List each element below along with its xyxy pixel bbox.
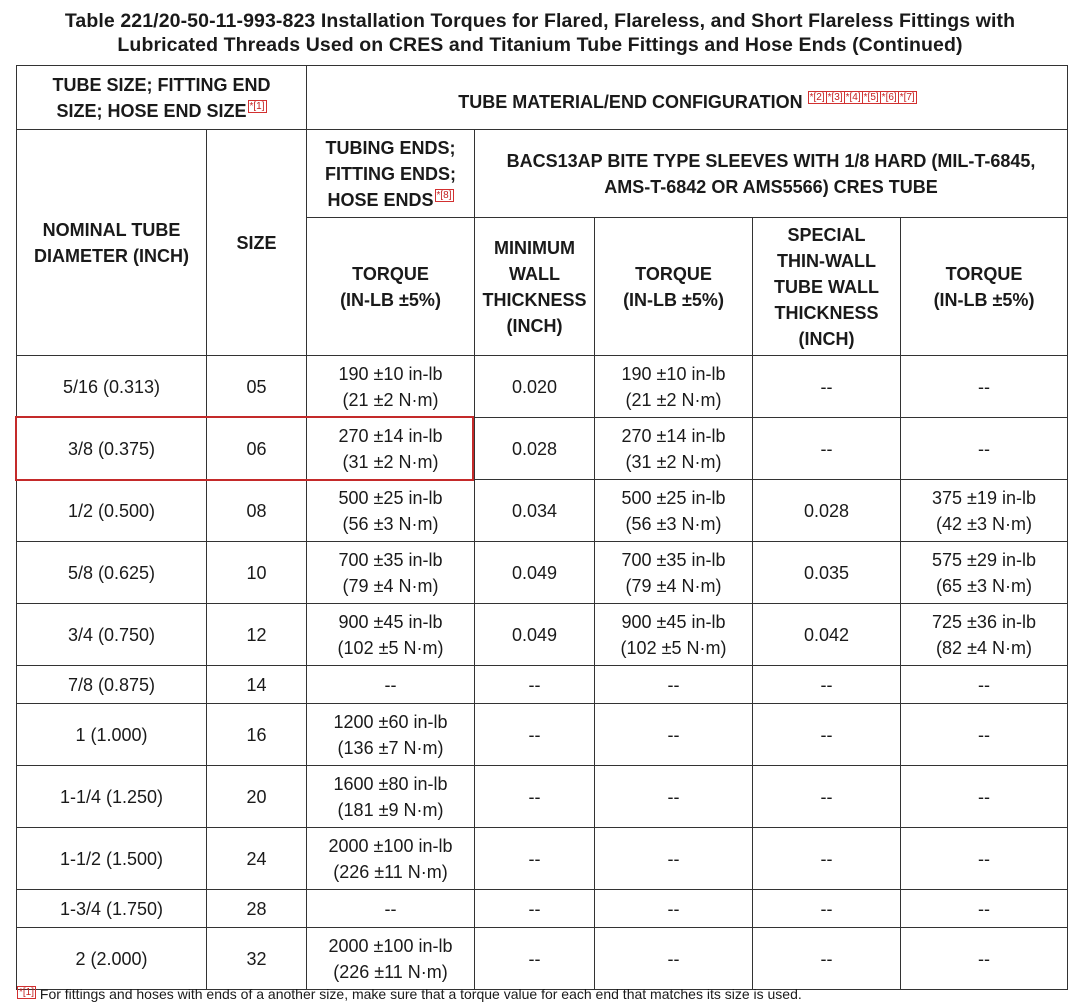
torque-ends-cell (307, 542, 475, 604)
table-row (17, 890, 1068, 928)
torque-standard-cell (595, 890, 753, 928)
thin-wall-header-line-5: (INCH) (798, 328, 855, 349)
table-body (17, 356, 1068, 990)
torque-ends-cell-line: (31 ±2 N·m) (342, 451, 439, 472)
table-row (17, 418, 1068, 480)
min-wall-cell: 0.028 (475, 418, 595, 480)
torque-standard-cell-line: 270 ±14 in-lb (621, 425, 726, 446)
torque-header-thin-line-2: (IN-LB ±5%) (933, 289, 1035, 310)
torque-standard-cell-line: 190 ±10 in-lb (621, 363, 726, 384)
thin-wall-cell: -- (753, 418, 901, 480)
torque-ends-cell (307, 704, 475, 766)
torque-thin-wall-cell-line: -- (978, 376, 990, 397)
torque-standard-cell-line: 700 ±35 in-lb (621, 549, 726, 570)
torque-ends-cell-line: (56 ±3 N·m) (342, 513, 439, 534)
torque-thin-wall-cell-line: -- (978, 948, 990, 969)
torque-standard-cell-line: -- (667, 848, 680, 869)
min-wall-cell: -- (475, 666, 595, 704)
header-row-1 (17, 66, 1068, 130)
torque-ends-cell-line: (226 ±11 N·m) (333, 861, 448, 882)
table-row (17, 704, 1068, 766)
torque-standard-cell-line: (31 ±2 N·m) (625, 451, 722, 472)
torque-header-standard (595, 218, 753, 356)
torque-thin-wall-cell-line: 725 ±36 in-lb (932, 611, 1036, 632)
nominal-diameter-cell: 2 (2.000) (17, 928, 207, 990)
footnote-ref-6[interactable]: *[6] (881, 91, 897, 103)
torque-thin-wall-cell-line: 375 ±19 in-lb (932, 487, 1036, 508)
torque-standard-cell (595, 418, 753, 480)
torque-ends-cell-line: (102 ±5 N·m) (337, 637, 444, 658)
thin-wall-header-line-2: THIN-WALL (777, 250, 876, 271)
size-cell: 10 (207, 542, 307, 604)
torque-thin-wall-cell-line: -- (978, 674, 990, 695)
torque-thin-wall-cell (901, 928, 1068, 990)
torque-ends-cell-line: 900 ±45 in-lb (338, 611, 443, 632)
torque-ends-cell (307, 766, 475, 828)
torque-standard-cell-line: 900 ±45 in-lb (621, 611, 726, 632)
size-cell: 20 (207, 766, 307, 828)
size-cell: 12 (207, 604, 307, 666)
torque-ends-cell-line: (79 ±4 N·m) (342, 575, 439, 596)
torque-thin-wall-cell-line: (65 ±3 N·m) (936, 575, 1032, 596)
size-cell: 28 (207, 890, 307, 928)
footnote-ref-7[interactable]: *[7] (899, 91, 915, 103)
torque-standard-cell (595, 604, 753, 666)
torque-thin-wall-cell-line: -- (978, 848, 990, 869)
thin-wall-header-line-3: TUBE WALL (774, 276, 879, 297)
torque-thin-wall-cell-line: 575 ±29 in-lb (932, 549, 1036, 570)
min-wall-cell: -- (475, 704, 595, 766)
thin-wall-cell: -- (753, 828, 901, 890)
size-cell: 08 (207, 480, 307, 542)
size-cell: 14 (207, 666, 307, 704)
table-row (17, 480, 1068, 542)
torque-table (16, 65, 1068, 990)
min-wall-cell: -- (475, 928, 595, 990)
size-cell: 05 (207, 356, 307, 418)
torque-standard-cell-line: -- (667, 948, 680, 969)
torque-ends-cell (307, 604, 475, 666)
thin-wall-cell: -- (753, 766, 901, 828)
size-cell: 16 (207, 704, 307, 766)
torque-header-ends-line-1: TORQUE (352, 263, 429, 284)
thin-wall-cell: 0.042 (753, 604, 901, 666)
torque-standard-cell-line: 500 ±25 in-lb (621, 487, 726, 508)
torque-ends-cell (307, 666, 475, 704)
thin-wall-cell: -- (753, 890, 901, 928)
nominal-diameter-cell: 1/2 (0.500) (17, 480, 207, 542)
end-types-header-line-3: HOSE ENDS (327, 189, 434, 210)
torque-thin-wall-cell (901, 666, 1068, 704)
tube-size-header-line-2: SIZE; HOSE END SIZE (56, 100, 247, 121)
size-header: SIZE (207, 130, 307, 356)
footnote-ref-3[interactable]: *[3] (827, 91, 843, 103)
nominal-diameter-header-line-2: DIAMETER (INCH) (34, 245, 189, 266)
table-title (0, 9, 1080, 57)
footnote-ref-4[interactable]: *[4] (845, 91, 861, 103)
min-wall-header-line-2: WALL (509, 263, 560, 284)
torque-thin-wall-cell-line: -- (978, 724, 990, 745)
min-wall-header-line-4: (INCH) (506, 315, 563, 336)
torque-thin-wall-cell (901, 766, 1068, 828)
torque-thin-wall-cell (901, 828, 1068, 890)
torque-thin-wall-cell (901, 890, 1068, 928)
end-types-header-line-2: FITTING ENDS; (325, 163, 456, 184)
footnote (16, 986, 802, 1002)
tube-material-header (307, 66, 1068, 130)
torque-standard-cell (595, 928, 753, 990)
torque-ends-cell-line: -- (384, 674, 397, 695)
footnote-marker[interactable]: *[1] (19, 987, 35, 998)
torque-header-ends-line-2: (IN-LB ±5%) (340, 289, 441, 310)
torque-thin-wall-cell (901, 356, 1068, 418)
torque-ends-cell-line: -- (384, 898, 397, 919)
nominal-diameter-cell: 1-1/4 (1.250) (17, 766, 207, 828)
thin-wall-cell: -- (753, 928, 901, 990)
bacs-sleeve-header-line-2: AMS-T-6842 OR AMS5566) CRES TUBE (604, 176, 938, 197)
nominal-diameter-cell: 5/16 (0.313) (17, 356, 207, 418)
torque-standard-cell (595, 666, 753, 704)
footnote-ref-2[interactable]: *[2] (809, 91, 825, 103)
torque-header-thin-wall (901, 218, 1068, 356)
size-cell: 24 (207, 828, 307, 890)
torque-ends-cell-line: 270 ±14 in-lb (338, 425, 443, 446)
torque-ends-cell-line: 700 ±35 in-lb (338, 549, 443, 570)
torque-ends-cell-line: 1600 ±80 in-lb (333, 773, 448, 794)
torque-thin-wall-cell (901, 604, 1068, 666)
min-wall-cell: 0.049 (475, 604, 595, 666)
torque-thin-wall-cell (901, 418, 1068, 480)
torque-header-standard-line-2: (IN-LB ±5%) (623, 289, 724, 310)
torque-standard-cell-line: (21 ±2 N·m) (625, 389, 722, 410)
torque-ends-cell-line: (136 ±7 N·m) (337, 737, 444, 758)
torque-standard-cell-line: -- (667, 786, 680, 807)
table-row (17, 766, 1068, 828)
thin-wall-thickness-header (753, 218, 901, 356)
table-row (17, 356, 1068, 418)
torque-standard-cell (595, 828, 753, 890)
torque-header-thin-line-1: TORQUE (945, 263, 1023, 284)
nominal-diameter-cell: 5/8 (0.625) (17, 542, 207, 604)
torque-thin-wall-cell-line: -- (978, 786, 990, 807)
torque-thin-wall-cell (901, 480, 1068, 542)
nominal-diameter-cell: 1 (1.000) (17, 704, 207, 766)
end-types-header (307, 130, 475, 218)
table-title-line-1: Table 221/20-50-11-993-823 Installation Torques for Flared, Flareless, and Short Flareless Fittings with (64, 10, 1016, 32)
min-wall-cell: -- (475, 890, 595, 928)
torque-standard-cell-line: -- (667, 898, 680, 919)
size-cell: 32 (207, 928, 307, 990)
bacs-sleeve-header-line-1: BACS13AP BITE TYPE SLEEVES WITH 1/8 HARD (MIL-T-6845, (506, 150, 1036, 171)
torque-standard-cell (595, 542, 753, 604)
torque-ends-cell (307, 928, 475, 990)
min-wall-cell: 0.034 (475, 480, 595, 542)
torque-ends-cell-line: 500 ±25 in-lb (338, 487, 443, 508)
material-footnote-refs (808, 81, 916, 107)
thin-wall-cell: -- (753, 356, 901, 418)
footnote-ref-5[interactable]: *[5] (863, 91, 879, 103)
size-cell: 06 (207, 418, 307, 480)
torque-thin-wall-cell (901, 704, 1068, 766)
footnote-ref-1[interactable]: *[1] (249, 100, 265, 112)
thin-wall-cell: -- (753, 666, 901, 704)
footnote-ref-8[interactable]: *[8] (436, 189, 452, 201)
end-types-header-line-1: TUBING ENDS; (325, 137, 456, 158)
nominal-diameter-cell: 1-1/2 (1.500) (17, 828, 207, 890)
torque-ends-cell (307, 418, 475, 480)
torque-standard-cell-line: -- (667, 724, 680, 745)
torque-thin-wall-cell-line: -- (978, 898, 990, 919)
torque-standard-cell (595, 480, 753, 542)
torque-ends-cell (307, 890, 475, 928)
table-row (17, 666, 1068, 704)
table-row (17, 542, 1068, 604)
tube-material-header-text: TUBE MATERIAL/END CONFIGURATION (458, 91, 803, 112)
footnote-text: For fittings and hoses with ends of a another size, make sure that a torque value for each end that matches its size is used. (39, 986, 802, 1002)
thin-wall-header-line-1: SPECIAL (787, 224, 866, 245)
table-row (17, 604, 1068, 666)
nominal-diameter-cell: 7/8 (0.875) (17, 666, 207, 704)
torque-ends-cell-line: (21 ±2 N·m) (342, 389, 439, 410)
torque-ends-cell-line: 2000 ±100 in-lb (328, 835, 453, 856)
torque-thin-wall-cell (901, 542, 1068, 604)
torque-ends-cell-line: 2000 ±100 in-lb (328, 935, 453, 956)
min-wall-cell: -- (475, 828, 595, 890)
table-row (17, 928, 1068, 990)
torque-thin-wall-cell-line: -- (978, 438, 990, 459)
torque-ends-cell-line: (226 ±11 N·m) (333, 961, 448, 982)
header-row-2 (17, 130, 1068, 218)
torque-standard-cell-line: (79 ±4 N·m) (625, 575, 722, 596)
table-row (17, 828, 1068, 890)
torque-ends-cell (307, 480, 475, 542)
torque-ends-cell (307, 828, 475, 890)
thin-wall-header-line-4: THICKNESS (774, 302, 879, 323)
torque-ends-cell-line: 190 ±10 in-lb (338, 363, 443, 384)
min-wall-header-line-3: THICKNESS (482, 289, 587, 310)
tube-size-header (17, 66, 307, 130)
torque-thin-wall-cell-line: (82 ±4 N·m) (936, 637, 1032, 658)
thin-wall-cell: 0.035 (753, 542, 901, 604)
torque-standard-cell (595, 704, 753, 766)
nominal-diameter-cell: 3/8 (0.375) (17, 418, 207, 480)
tube-size-header-line-1: TUBE SIZE; FITTING END (52, 74, 271, 95)
torque-header-ends (307, 218, 475, 356)
torque-standard-cell (595, 766, 753, 828)
torque-standard-cell-line: (56 ±3 N·m) (625, 513, 722, 534)
min-wall-cell: -- (475, 766, 595, 828)
bacs-sleeve-header (475, 130, 1068, 218)
thin-wall-cell: -- (753, 704, 901, 766)
torque-ends-cell-line: (181 ±9 N·m) (337, 799, 444, 820)
torque-thin-wall-cell-line: (42 ±3 N·m) (936, 513, 1032, 534)
min-wall-header-line-1: MINIMUM (494, 237, 575, 258)
nominal-diameter-header-line-1: NOMINAL TUBE (42, 219, 181, 240)
thin-wall-cell: 0.028 (753, 480, 901, 542)
torque-standard-cell (595, 356, 753, 418)
torque-ends-cell (307, 356, 475, 418)
nominal-diameter-cell: 3/4 (0.750) (17, 604, 207, 666)
torque-ends-cell-line: 1200 ±60 in-lb (333, 711, 448, 732)
min-wall-thickness-header (475, 218, 595, 356)
torque-standard-cell-line: (102 ±5 N·m) (620, 637, 727, 658)
nominal-diameter-header (17, 130, 207, 356)
min-wall-cell: 0.049 (475, 542, 595, 604)
nominal-diameter-cell: 1-3/4 (1.750) (17, 890, 207, 928)
table-title-line-2: Lubricated Threads Used on CRES and Titanium Tube Fittings and Hose Ends (Continued) (117, 34, 963, 56)
torque-standard-cell-line: -- (667, 674, 680, 695)
min-wall-cell: 0.020 (475, 356, 595, 418)
torque-header-standard-line-1: TORQUE (635, 263, 712, 284)
